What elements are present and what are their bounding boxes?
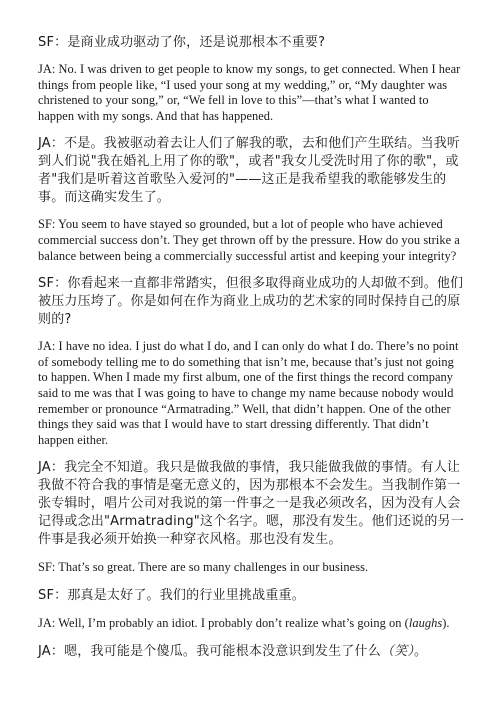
comment-en-3: SF: That’s so great. There are so many challenges in our business. [38,560,369,575]
answer-cn-1: JA：不是。我被驱动着去让人们了解我的歌，去和他们产生联结。当我听到人们说"我在婚礼上用了你的歌"，或者"我女儿受洗时用了你的歌"，或者"我们是听着这首歌坠入爱河的"——这正是我希望我的歌能够发生的事。而这确实发生了。 [38,136,461,206]
answer-cn-4-end: 。 [414,643,428,659]
answer-cn-4 [38,643,466,661]
answer-en-4-end: ). [442,615,450,630]
question-cn-2: SF：你看起来一直都非常踏实，但很多取得商业成功的人却做不到。他们被压力压垮了。你是如何在作为商业上成功的艺术家的同时保持自己的原则的? [38,276,464,328]
comment-cn-3: SF：那真是太好了。我们的行业里挑战重重。 [38,587,305,603]
question-en-2: SF: You seem to have stayed so grounded, but a lot of people who have achieved commercial success don’t. They get thrown off by the pressure. How do you strike a balance between being a commercially successful artist and keeping your integrity? [38,217,460,263]
answer-en-4-text: JA: Well, I’m probably an idiot. I probably don’t realize what’s going on ( [38,615,409,630]
laughs-italic: laughs [408,615,443,630]
laughs-cn-italic: （笑） [380,643,415,659]
answer-cn-2: JA：我完全不知道。我只是做我做的事情，我只能做我做的事情。有人让我做不符合我的事情是毫无意义的，因为那根本不会发生。当我制作第一张专辑时，唱片公司对我说的第一件事之一是我必须改名，因为没有人会记得或念出"Armatrading"这个名字。嗯，那没有发生。他们还说的另一件事是我必须开始换一种穿衣风格。那也没有发生。 [38,460,464,548]
answer-en-1: JA: No. I was driven to get people to know my songs, to get connected. When I hear things from people like, “I used your song at my wedding,” or, “My daughter was christened to your song,” or, “We fell in love to this”—that’s what I wanted to happen with my songs. And that has happened. [38,62,461,123]
interview-document [38,34,466,661]
answer-cn-4-text: JA：嗯，我可能是个傻瓜。我可能根本没意识到发生了什么 [38,643,381,659]
answer-en-4 [38,616,466,632]
question-cn-1: SF：是商业成功驱动了你，还是说那根本不重要? [38,35,326,50]
answer-en-2: JA: I have no idea. I just do what I do, and I can only do what I do. There’s no point of somebody telling me to do something that isn’t me, because that’s just not going to happen. When I made my first album, one of the first things the record company said to me was that I was going to have to change my name because nobody would remember or pronounce “Armatrading.” Well, that didn’t happen. One of the other things they said was that I would have to start dressing differently. That didn’t happen either. [38,339,459,447]
